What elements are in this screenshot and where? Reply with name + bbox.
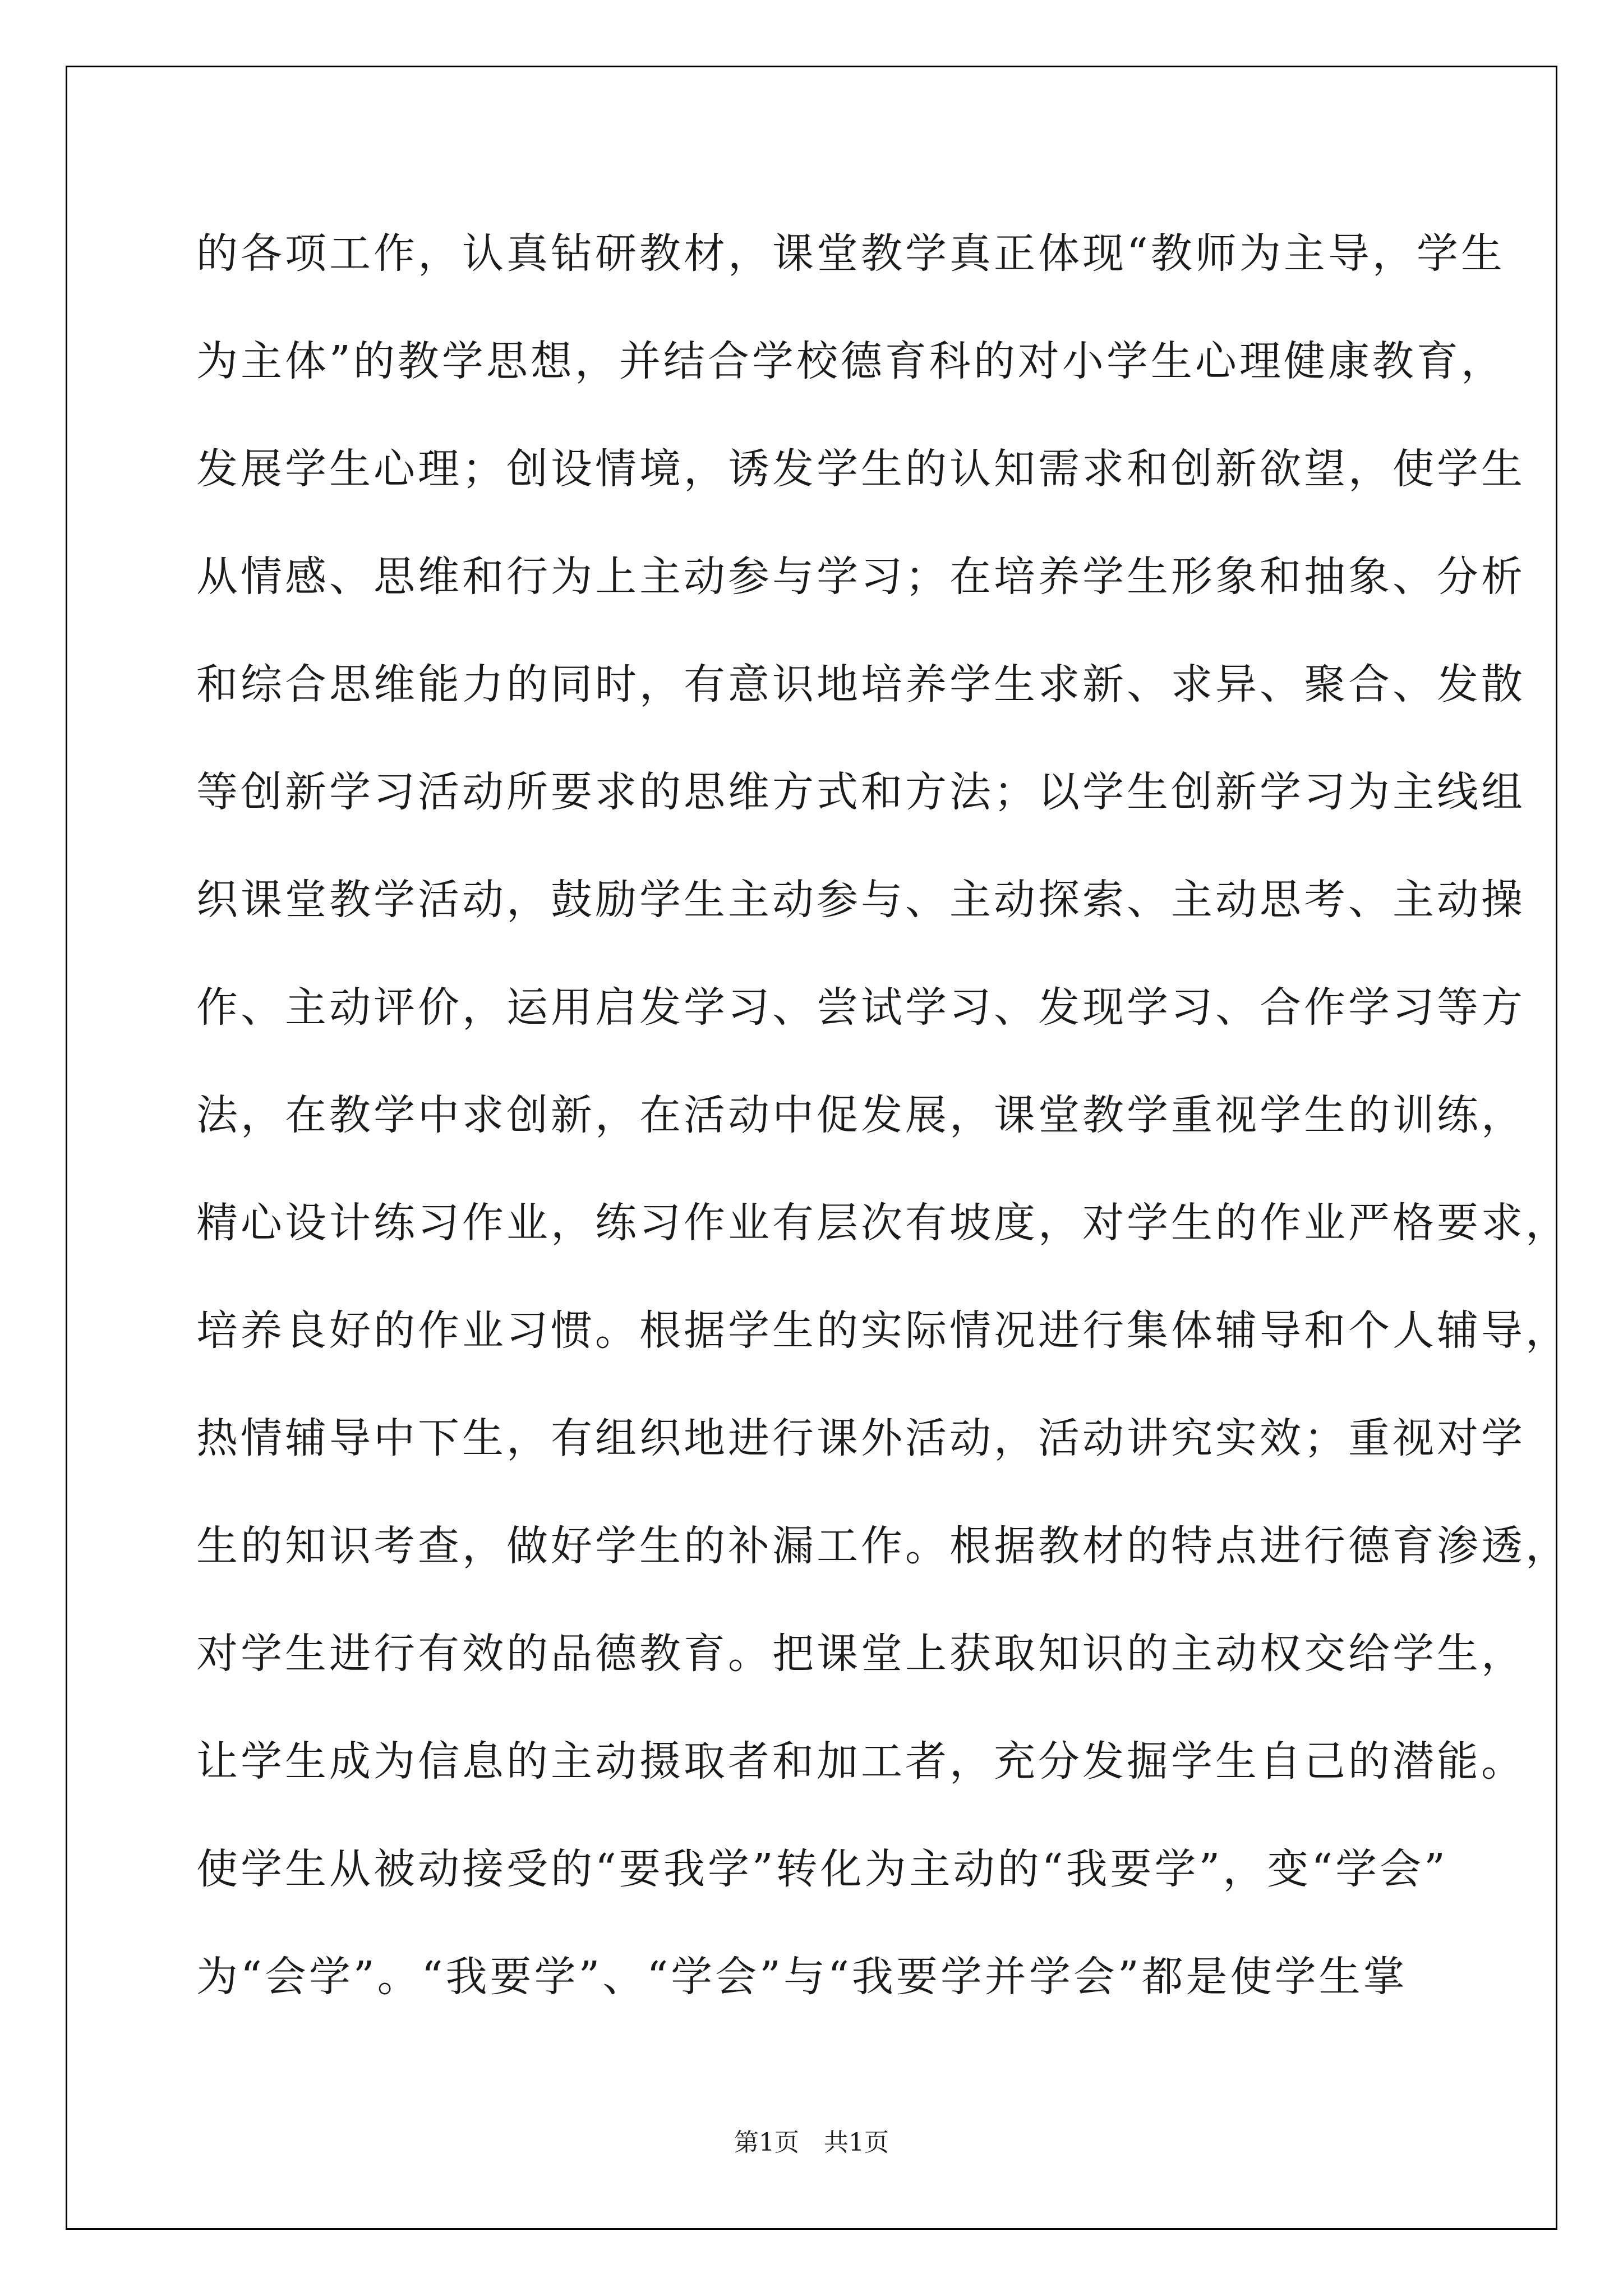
text-line: 织课堂教学活动，鼓励学生主动参与、主动探索、主动思考、主动操 xyxy=(196,876,1525,924)
text-line: 为“会学”。“我要学”、“学会”与“我要学并学会”都是使学生掌 xyxy=(196,1953,1408,2001)
text-line: 培养良好的作业习惯。根据学生的实际情况进行集体辅导和个人辅导， xyxy=(196,1306,1570,1355)
text-line: 让学生成为信息的主动摄取者和加工者，充分发掘学生自己的潜能。 xyxy=(196,1737,1525,1786)
text-line: 使学生从被动接受的“要我学”转化为主动的“我要学”，变“学会” xyxy=(196,1845,1448,1893)
text-line: 热情辅导中下生，有组织地进行课外活动，活动讲究实效；重视对学 xyxy=(196,1414,1525,1462)
page-number-footer: 第1页 共1页 xyxy=(734,2128,889,2157)
text-line: 作、主动评价，运用启发学习、尝试学习、发现学习、合作学习等方 xyxy=(196,983,1525,1032)
text-line: 和综合思维能力的同时，有意识地培养学生求新、求异、聚合、发散 xyxy=(196,660,1525,708)
text-line: 等创新学习活动所要求的思维方式和方法；以学生创新学习为主线组 xyxy=(196,768,1525,816)
text-line: 从情感、思维和行为上主动参与学习；在培养学生形象和抽象、分析 xyxy=(196,553,1525,601)
text-line: 对学生进行有效的品德教育。把课堂上获取知识的主动权交给学生， xyxy=(196,1630,1525,1678)
text-line: 精心设计练习作业，练习作业有层次有坡度，对学生的作业严格要求， xyxy=(196,1199,1570,1247)
text-line: 法，在教学中求创新，在活动中促发展，课堂教学重视学生的训练， xyxy=(196,1091,1525,1139)
text-line: 的各项工作，认真钻研教材，课堂教学真正体现“教师为主导，学生 xyxy=(196,229,1505,278)
document-body xyxy=(196,214,1570,2045)
text-line: 发展学生心理；创设情境，诱发学生的认知需求和创新欲望，使学生 xyxy=(196,445,1525,493)
text-line: 生的知识考查，做好学生的补漏工作。根据教材的特点进行德育渗透， xyxy=(196,1522,1570,1570)
text-line: 为主体”的教学思想，并结合学校德育科的对小学生心理健康教育， xyxy=(196,337,1505,385)
